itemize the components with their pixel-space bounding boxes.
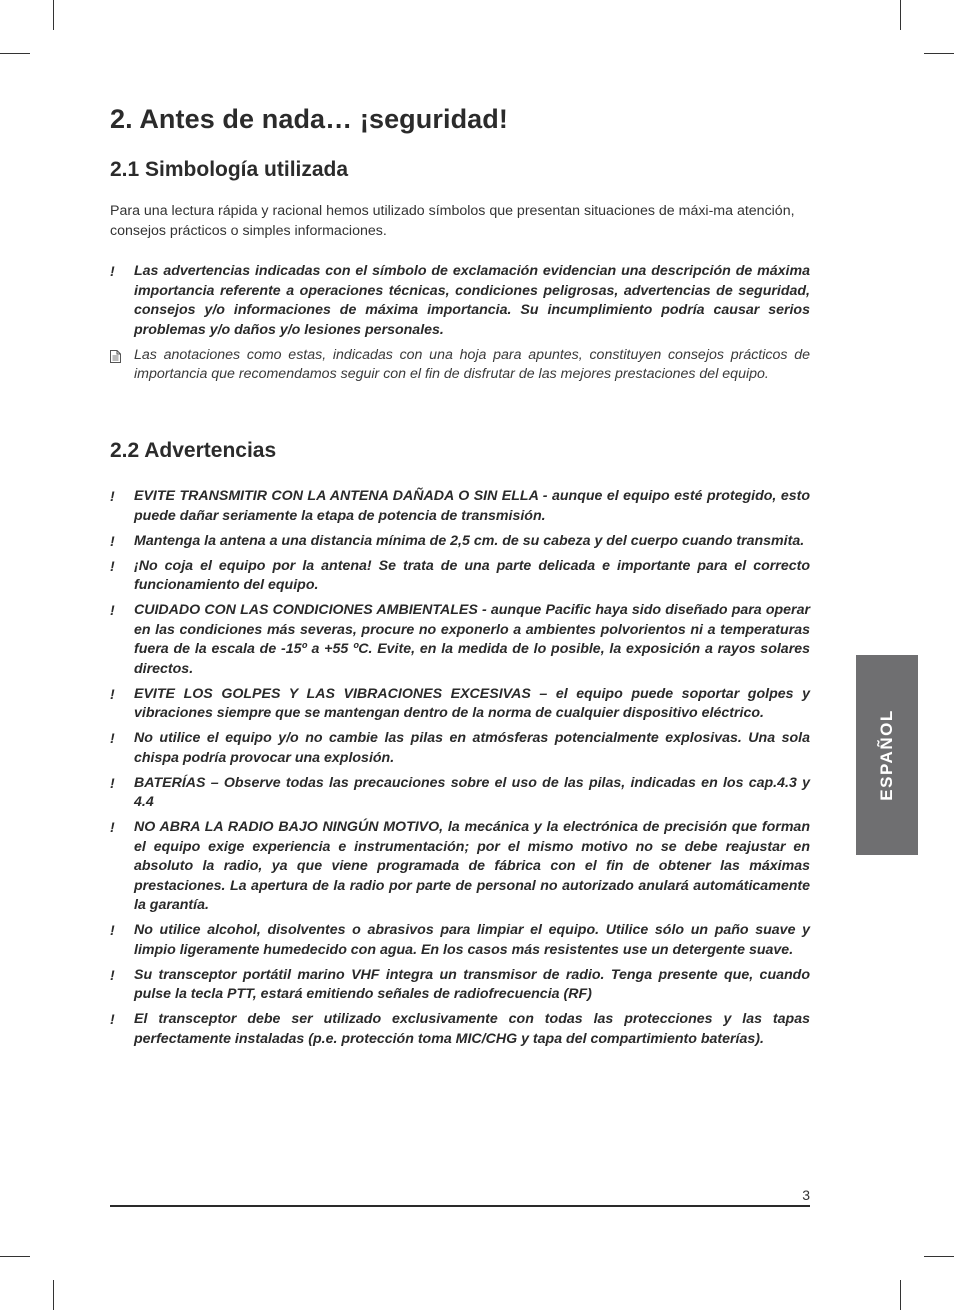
- warning-text: No utilice alcohol, disolventes o abrasivos para limpiar el equipo. Utilice sólo un paño suave y limpio ligeramente humedecido con agua. En los casos más resistentes use un detergente suave.: [134, 922, 810, 958]
- warning-item: [110, 532, 810, 552]
- list-item: [110, 262, 810, 340]
- warning-item: [110, 1010, 810, 1049]
- warning-item: [110, 601, 810, 679]
- exclamation-marker: !: [110, 922, 115, 938]
- warning-item: [110, 685, 810, 724]
- note-sheet-icon: [110, 346, 126, 363]
- crop-mark: [924, 53, 954, 54]
- page-number: 3: [802, 1187, 810, 1203]
- warning-item: [110, 487, 810, 526]
- section-heading-warnings: 2.2 Advertencias: [110, 439, 277, 462]
- crop-mark: [0, 1256, 30, 1257]
- warning-text: Mantenga la antena a una distancia mínima de 2,5 cm. de su cabeza y del cuerpo cuando transmita.: [134, 532, 805, 549]
- warning-text: Su transceptor portátil marino VHF integra un transmisor de radio. Tenga presente que, cuando pulse la tecla PTT, estará emitiendo señales de radiofrecuencia (RF): [134, 966, 810, 1002]
- exclamation-marker: !: [110, 730, 115, 746]
- language-tab-label: ESPAÑOL: [877, 709, 896, 801]
- language-side-tab: [856, 655, 918, 855]
- warning-item: [110, 818, 810, 916]
- exclamation-marker: !: [110, 819, 115, 835]
- warning-text: NO ABRA LA RADIO BAJO NINGÚN MOTIVO, la mecánica y la electrónica de precisión que forman el equipo exige experiencia e instrumentación; por el mismo motivo no se debe reajustar en absoluto la radio, ya que viene programada de fábrica con el fin de obtener las máximas prestaciones. La apertura de la radio por parte de personal no autorizado anulará automáticamente la garantía.: [134, 819, 810, 913]
- exclamation-marker: !: [110, 685, 115, 702]
- exclamation-marker: !: [110, 602, 115, 618]
- warning-text: El transceptor debe ser utilizado exclusivamente con todas las protecciones y las tapas perfectamente instaladas (p.e. protección toma MIC/CHG y tapa del compartimiento baterías).: [134, 1011, 810, 1047]
- warning-item: [110, 966, 810, 1005]
- exclamation-marker: !: [110, 532, 115, 549]
- warning-item: [110, 921, 810, 960]
- warning-item: [110, 729, 810, 768]
- crop-mark: [0, 53, 30, 54]
- exclamation-marker: !: [110, 966, 115, 983]
- crop-mark: [924, 1256, 954, 1257]
- warnings-list: [110, 487, 810, 1055]
- warning-item: [110, 774, 810, 813]
- item-text: Las anotaciones como estas, indicadas con una hoja para apuntes, constituyen consejos prácticos de importancia que recomendamos seguir con el fin de disfrutar de las mejores prestaciones del equipo.: [134, 346, 810, 382]
- list-item: [110, 346, 810, 385]
- item-text: Las advertencias indicadas con el símbolo de exclamación evidencian una descripción de máxima importancia referente a operaciones técnicas, condiciones peligrosas, advertencias de seguridad, consejos y/o informaciones de máxima importancia. Su incumplimiento podría causar serios problemas y/o daños y/o lesiones personales.: [134, 263, 810, 338]
- crop-mark: [900, 0, 901, 30]
- warning-text: EVITE TRANSMITIR CON LA ANTENA DAÑADA O SIN ELLA - aunque el equipo esté protegido, esto puede dañar seriamente la etapa de potencia de transmisión.: [134, 488, 810, 524]
- intro-paragraph: Para una lectura rápida y racional hemos utilizado símbolos que presentan situaciones de máxi-ma atención, consejos prácticos o simples informaciones.: [110, 203, 795, 239]
- crop-mark: [53, 1280, 54, 1310]
- symbol-list: [110, 262, 810, 390]
- page-title: 2. Antes de nada… ¡seguridad!: [110, 104, 508, 134]
- warning-text: ¡No coja el equipo por la antena! Se trata de una parte delicada e importante para el correcto funcionamiento del equipo.: [134, 557, 810, 593]
- warning-text: BATERÍAS – Observe todas las precauciones sobre el uso de las pilas, indicadas en los cap.4.3 y 4.4: [134, 774, 810, 810]
- warning-text: No utilice el equipo y/o no cambie las pilas en atmósferas potencialmente explosivas. Una sola chispa podría provocar una explosión.: [134, 730, 810, 766]
- warning-item: [110, 557, 810, 596]
- crop-mark: [53, 0, 54, 30]
- crop-mark: [900, 1280, 901, 1310]
- footer-rule: [110, 1205, 810, 1207]
- exclamation-marker: !: [110, 557, 115, 574]
- warning-text: EVITE LOS GOLPES Y LAS VIBRACIONES EXCESIVAS – el equipo puede soportar golpes y vibraciones siempre que se mantengan dentro de la norma de cualquier dispositivo eléctrico.: [134, 685, 810, 721]
- exclamation-marker: !: [110, 1011, 115, 1027]
- exclamation-marker: !: [110, 263, 115, 279]
- exclamation-marker: !: [110, 774, 115, 791]
- exclamation-marker: !: [110, 488, 115, 504]
- section-heading-symbology: 2.1 Simbología utilizada: [110, 158, 349, 181]
- warning-text: CUIDADO CON LAS CONDICIONES AMBIENTALES - aunque Pacific haya sido diseñado para operar en las condiciones más severas, procure no exponerlo a ambientes polvorientos ni a temperaturas fuera de la escala de -15º a +55 ºC. Evite, en la medida de lo posible, la exposición a rayos solares directos.: [134, 602, 810, 677]
